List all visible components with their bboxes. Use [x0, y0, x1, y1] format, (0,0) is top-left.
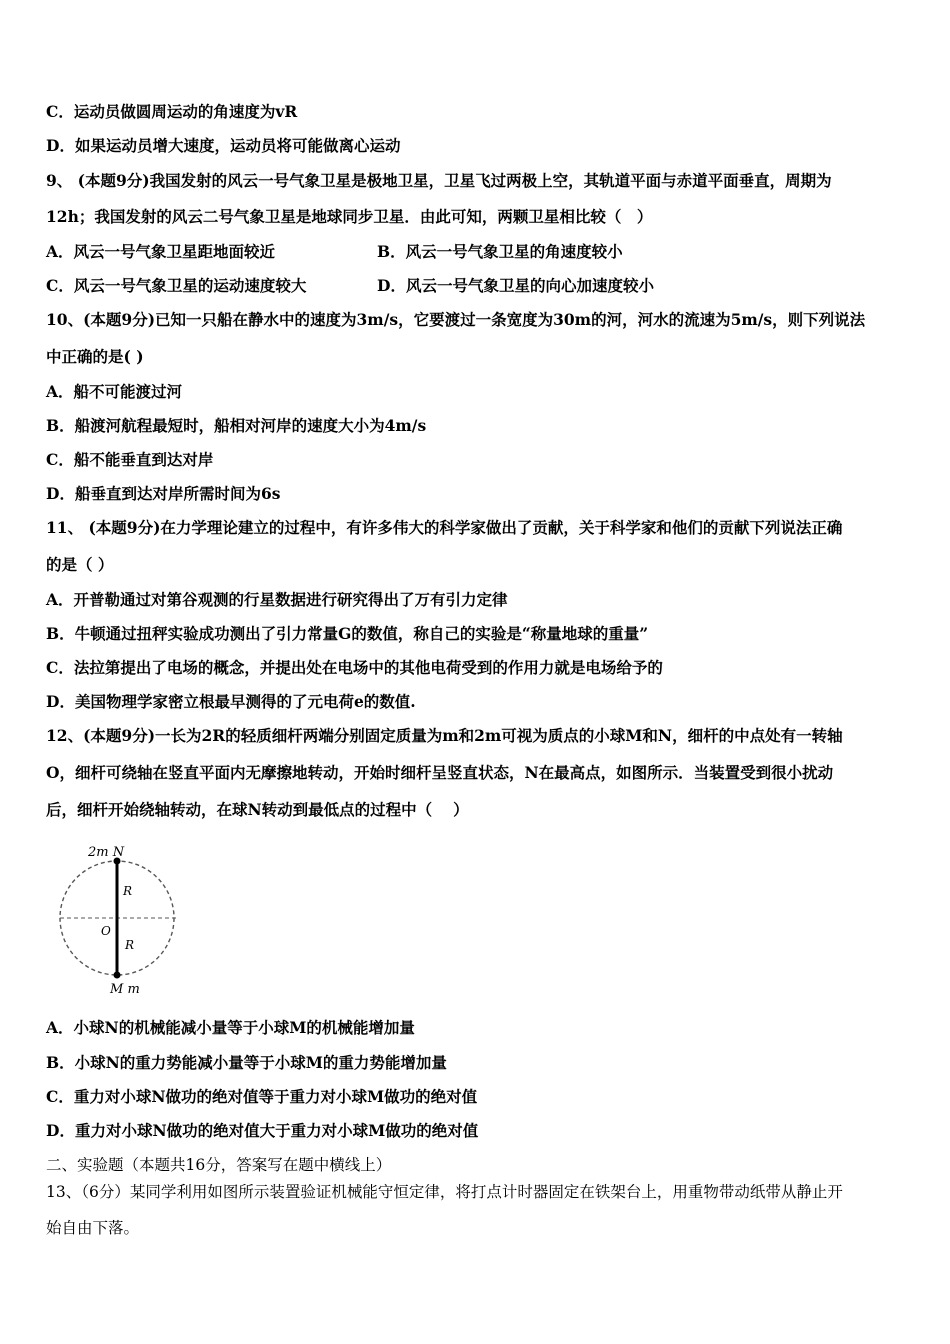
label-m-m: M m [110, 982, 140, 997]
q9-stem-line2: 12h；我国发射的风云二号气象卫星是地球同步卫星．由此可知，两颗卫星相比较（ ） [46, 207, 653, 226]
q12-option-b: B．小球N的重力势能减小量等于小球M的重力势能增加量 [46, 1053, 447, 1072]
q11-option-d: D．美国物理学家密立根最早测得的了元电荷e的数值. [46, 692, 416, 711]
q12-option-c: C．重力对小球N做功的绝对值等于重力对小球M做功的绝对值 [46, 1087, 478, 1106]
q10-option-a: A．船不可能渡过河 [46, 382, 183, 401]
q10-stem-line1: 10、(本题9分)已知一只船在静水中的速度为3m/s，它要渡过一条宽度为30m的河，河水的流速为5m/s，则下列说法 [46, 310, 866, 329]
q10-option-c: C．船不能垂直到达对岸 [46, 450, 214, 469]
label-2m-n: 2m N [88, 845, 125, 860]
q11-stem-line2: 的是（ ） [46, 555, 114, 574]
q8-option-c: C．运动员做圆周运动的角速度为vR [46, 102, 298, 121]
q12-stem-line3: 后，细杆开始绕轴转动，在球N转动到最低点的过程中（ ） [46, 800, 469, 819]
q11-option-c: C．法拉第提出了电场的概念，并提出处在电场中的其他电荷受到的作用力就是电场给予的 [46, 658, 663, 677]
q11-option-b: B．牛顿通过扭秤实验成功测出了引力常量G的数值，称自己的实验是“称量地球的重量” [46, 624, 649, 643]
q8-option-d: D．如果运动员增大速度，运动员将可能做离心运动 [46, 136, 401, 155]
label-r-lower: R [125, 938, 135, 952]
q9-stem-line1: 9、 (本题9分)我国发射的风云一号气象卫星是极地卫星，卫星飞过两极上空，其轨道平面与赤道平面垂直，周期为 [46, 171, 832, 190]
section-heading-experiment: 二、实验题（本题共16分，答案写在题中横线上） [46, 1156, 392, 1174]
q9-option-d: D．风云一号气象卫星的向心加速度较小 [377, 276, 654, 295]
q13-stem-line2: 始自由下落。 [46, 1219, 140, 1237]
q9-option-b: B．风云一号气象卫星的角速度较小 [377, 242, 623, 261]
q10-option-b: B．船渡河航程最短时，船相对河岸的速度大小为4m/s [46, 416, 427, 435]
q11-option-a: A．开普勒通过对第谷观测的行星数据进行研究得出了万有引力定律 [46, 590, 508, 609]
q9-option-c: C．风云一号气象卫星的运动速度较大 [46, 276, 307, 295]
q11-stem-line1: 11、 (本题9分)在力学理论建立的过程中，有许多伟大的科学家做出了贡献，关于科学家和他们的贡献下列说法正确 [46, 518, 843, 537]
q12-option-d: D．重力对小球N做功的绝对值大于重力对小球M做功的绝对值 [46, 1121, 479, 1140]
q12-stem-line2: O，细杆可绕轴在竖直平面内无摩擦地转动，开始时细杆呈竖直状态，N在最高点，如图所示．当装置受到很小扰动 [46, 763, 834, 782]
ball-m [114, 972, 121, 979]
q9-option-a: A．风云一号气象卫星距地面较近 [46, 242, 276, 261]
q13-stem-line1: 13、（6分）某同学利用如图所示装置验证机械能守恒定律，将打点计时器固定在铁架台上，用重物带动纸带从静止开 [46, 1183, 843, 1201]
label-r-upper: R [123, 884, 133, 898]
q12-stem-line1: 12、(本题9分)一长为2R的轻质细杆两端分别固定质量为m和2m可视为质点的小球M和N，细杆的中点处有一转轴 [46, 726, 843, 745]
q10-option-d: D．船垂直到达对岸所需时间为6s [46, 484, 281, 503]
q12-option-a: A．小球N的机械能减小量等于小球M的机械能增加量 [46, 1018, 415, 1037]
label-o: O [101, 924, 111, 938]
rotating-rod-diagram [52, 838, 192, 1003]
q10-stem-line2: 中正确的是( ) [46, 347, 144, 366]
